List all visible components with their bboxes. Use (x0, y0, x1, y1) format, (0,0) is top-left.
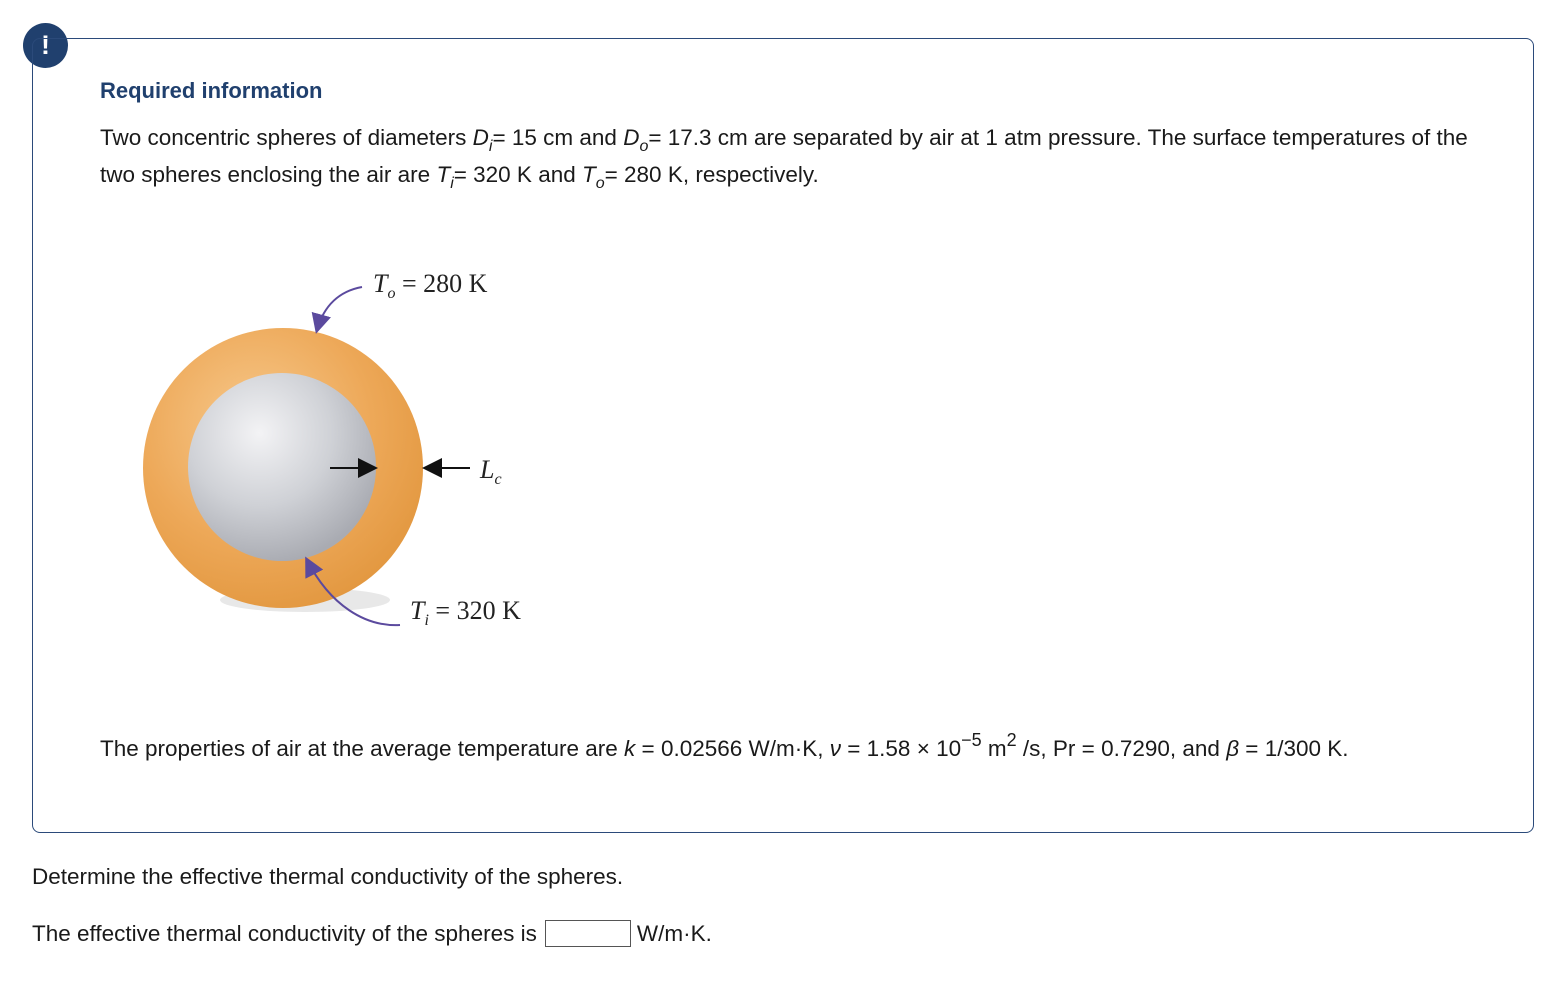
answer-prefix: The effective thermal conductivity of the spheres is (32, 920, 537, 946)
air-properties: The properties of air at the average temperature are k = 0.02566 W/m·K, $\nu = 1.58 \times 10^{-5}$ $m^2$ /s, Pr = 0.7290, and β = 1/300 K. (100, 730, 1349, 761)
problem-statement: Two concentric spheres of diameters $D_i= 15$ cm and $D_o= 17.3$ cm are separated by air at 1 atm pressure. The surface temperatures of the two spheres enclosing the air are $T_i= 320$ K and $T_o= 280$ K, respectively. (100, 125, 1468, 192)
gap-label: $L_c$ (480, 455, 502, 488)
required-info-title: Required information (100, 78, 323, 103)
inner-temp-label: $T_i = 320$ K (410, 596, 521, 629)
outer-temp-label: $T_o = 280$ K (373, 269, 488, 302)
answer-input[interactable] (545, 920, 631, 947)
alert-icon: ! (23, 23, 68, 68)
concentric-spheres-figure (130, 255, 550, 655)
answer-line (32, 920, 712, 947)
question-text: Determine the effective thermal conductivity of the spheres. (32, 864, 624, 889)
outer-temp-arrow (317, 287, 362, 330)
answer-unit: W/m·K. (636, 920, 712, 946)
